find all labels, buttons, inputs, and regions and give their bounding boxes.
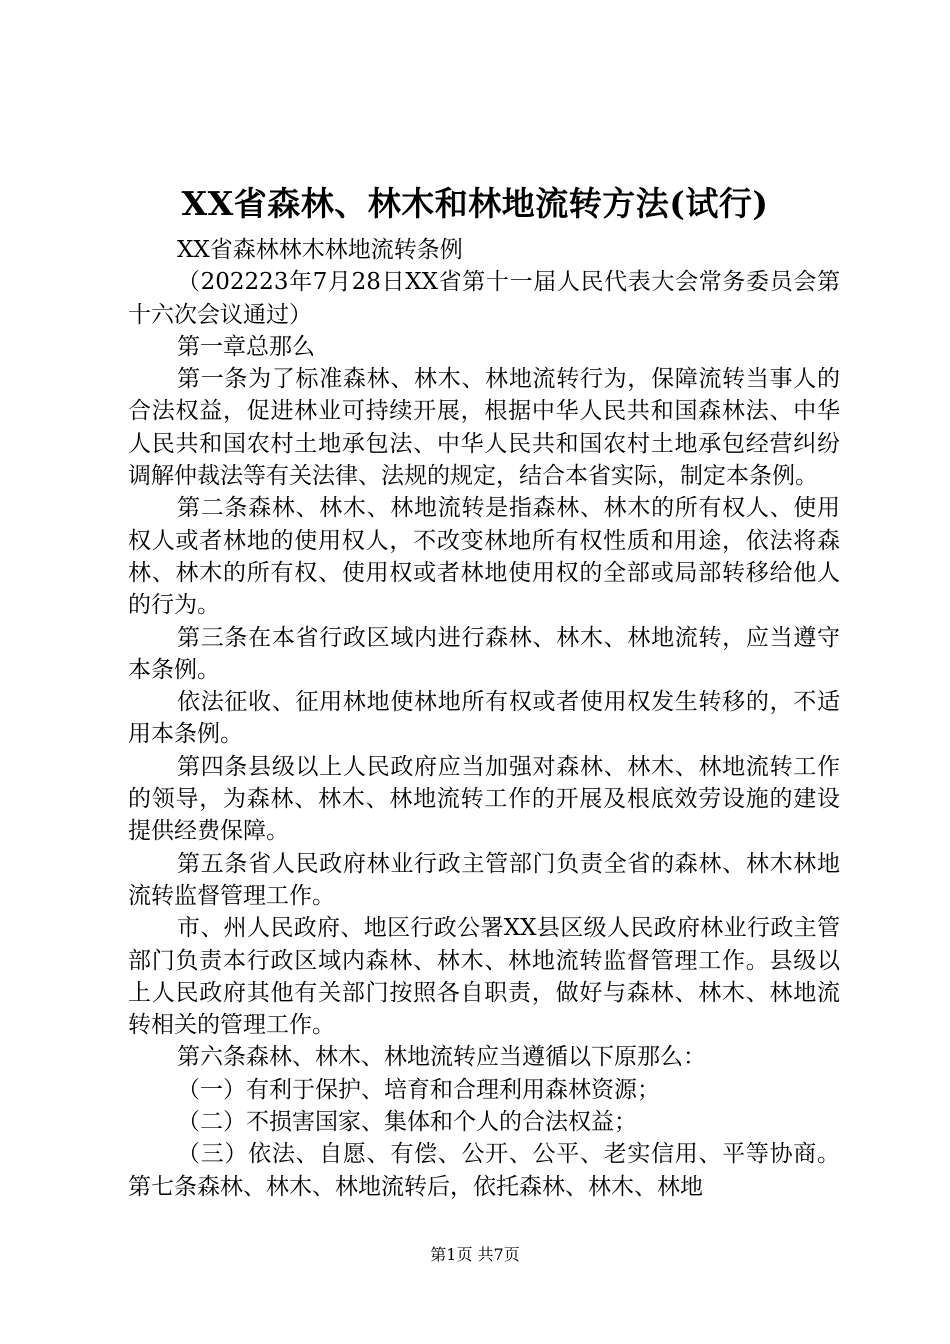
page-number-footer: 第1页 共7页 (430, 1245, 520, 1264)
paragraph: 第六条森林、林木、林地流转应当遵循以下原那么： (177, 1044, 706, 1071)
paragraph: 第三条在本省行政区域内进行森林、林木、林地流转，应当遵守本条例。 (128, 624, 840, 683)
paragraph: 第五条省人民政府林业行政主管部门负责全省的森林、林木林地流转监督管理工作。 (128, 850, 840, 909)
paragraph: 依法征收、征用林地使林地所有权或者使用权发生转移的，不适用本条例。 (128, 689, 840, 748)
paragraph: 市、州人民政府、地区行政公署XX县区级人民政府林业行政主管部门负责本行政区域内森林、林木、林地流转监督管理工作。县级以上人民政府其他有关部门按照各自职责，做好与森林、林木、林地流转相关的管理工作。 (128, 915, 840, 1039)
paragraph: XX省森林林木林地流转条例 (177, 237, 463, 263)
paragraph: （三）依法、自愿、有偿、公开、公平、老实信用、平等协商。第七条森林、林木、林地流转后，依托森林、林木、林地 (128, 1141, 840, 1200)
paragraph: 第二条森林、林木、林地流转是指森林、林木的所有权人、使用权人或者林地的使用权人，不改变林地所有权性质和用途，依法将森林、林木的所有权、使用权或者林地使用权的全部或局部转移给他人的行为。 (128, 495, 840, 619)
paragraph: （二）不损害国家、集体和个人的合法权益； (177, 1109, 637, 1136)
paragraph: 第一条为了标准森林、林木、林地流转行为，保障流转当事人的合法权益，促进林业可持续开展，根据中华人民共和国森林法、中华人民共和国农村土地承包法、中华人民共和国农村土地承包经营纠纷调解仲裁法等有关法律、法规的规定，结合本省实际，制定本条例。 (128, 366, 840, 490)
paragraph: 第四条县级以上人民政府应当加强对森林、林木、林地流转工作的领导，为森林、林木、林地流转工作的开展及根底效劳设施的建设提供经费保障。 (128, 753, 840, 845)
paragraph: （202223年7月28日XX省第十一届人民代表大会常务委员会第十六次会议通过） (128, 269, 840, 328)
paragraph: （一）有利于保护、培育和合理利用森林资源； (177, 1076, 660, 1103)
document-body (128, 234, 840, 1203)
document-title: XX省森林、林木和林地流转方法(试行) (181, 184, 769, 223)
paragraph: 第一章总那么 (177, 333, 315, 360)
